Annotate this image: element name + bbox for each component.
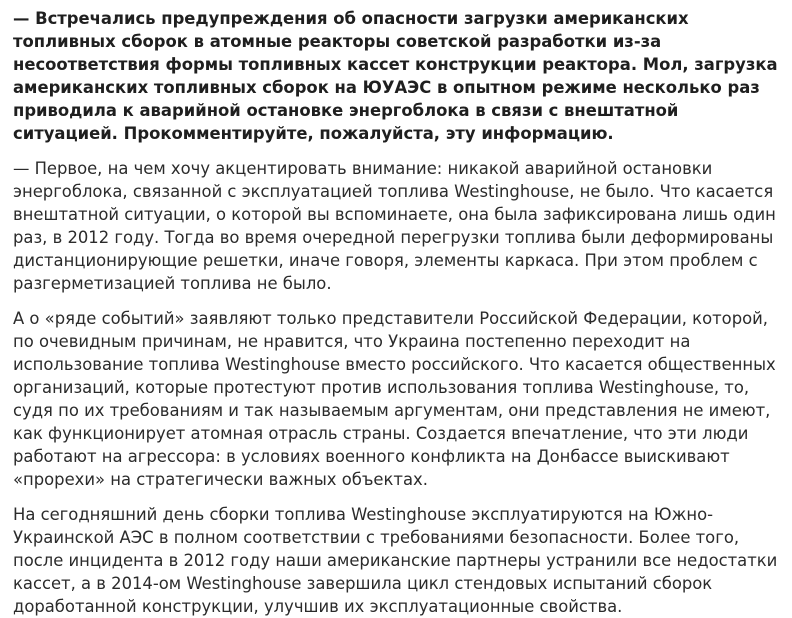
interview-question: — Встречались предупреждения об опасности загрузки американских топливных сборок в атомные реакторы советской разработки из-за несоответствия формы топливных кассет конструкции реактора. Мол, загрузка американских топливных сборок на ЮУАЭС в опытном режиме несколько раз приводила к аварийной остановке энергоблока в связи с внештатной ситуацией. Прокомментируйте, пожалуйста, эту информацию. bbox=[13, 9, 778, 143]
answer-paragraph-3: На сегодняшний день сборки топлива Westinghouse эксплуатируются на Южно-Украинской АЭС в полном соответствии с требованиями безопасности. Более того, после инцидента в 2012 году наши американские партнеры устранили все недостатки кассет, а в 2014-ом Westinghouse завершила цикл стендовых испытаний сборок доработанной конструкции, улучшив их эксплуатационные свойства. bbox=[13, 505, 778, 616]
answer-paragraph-2: А о «ряде событий» заявляют только представители Российской Федерации, которой, по очевидным причинам, не нравится, что Украина постепенно переходит на использование топлива Westinghouse вместо российского. Что касается общественных организаций, которые протестуют против использования топлива Westinghouse, то, судя по их требованиям и так называемым аргументам, они представления не имеют, как функционирует атомная отрасль страны. Создается впечатление, что эти люди работают на агрессора: в условиях военного конфликта на Донбассе выискивают «прорехи» на стратегически важных объектах. bbox=[13, 309, 776, 489]
answer-paragraph-1: — Первое, на чем хочу акцентировать внимание: никакой аварийной остановки энергоблока, связанной с эксплуатацией топлива Westinghouse, не было. Что касается внештатной ситуации, о которой вы вспоминаете, она была зафиксирована лишь один раз, в 2012 году. Тогда во время очередной перегрузки топлива были деформированы дистанционирующие решетки, иначе говоря, элементы каркаса. При этом проблем с разгерметизацией топлива не было. bbox=[13, 159, 776, 293]
